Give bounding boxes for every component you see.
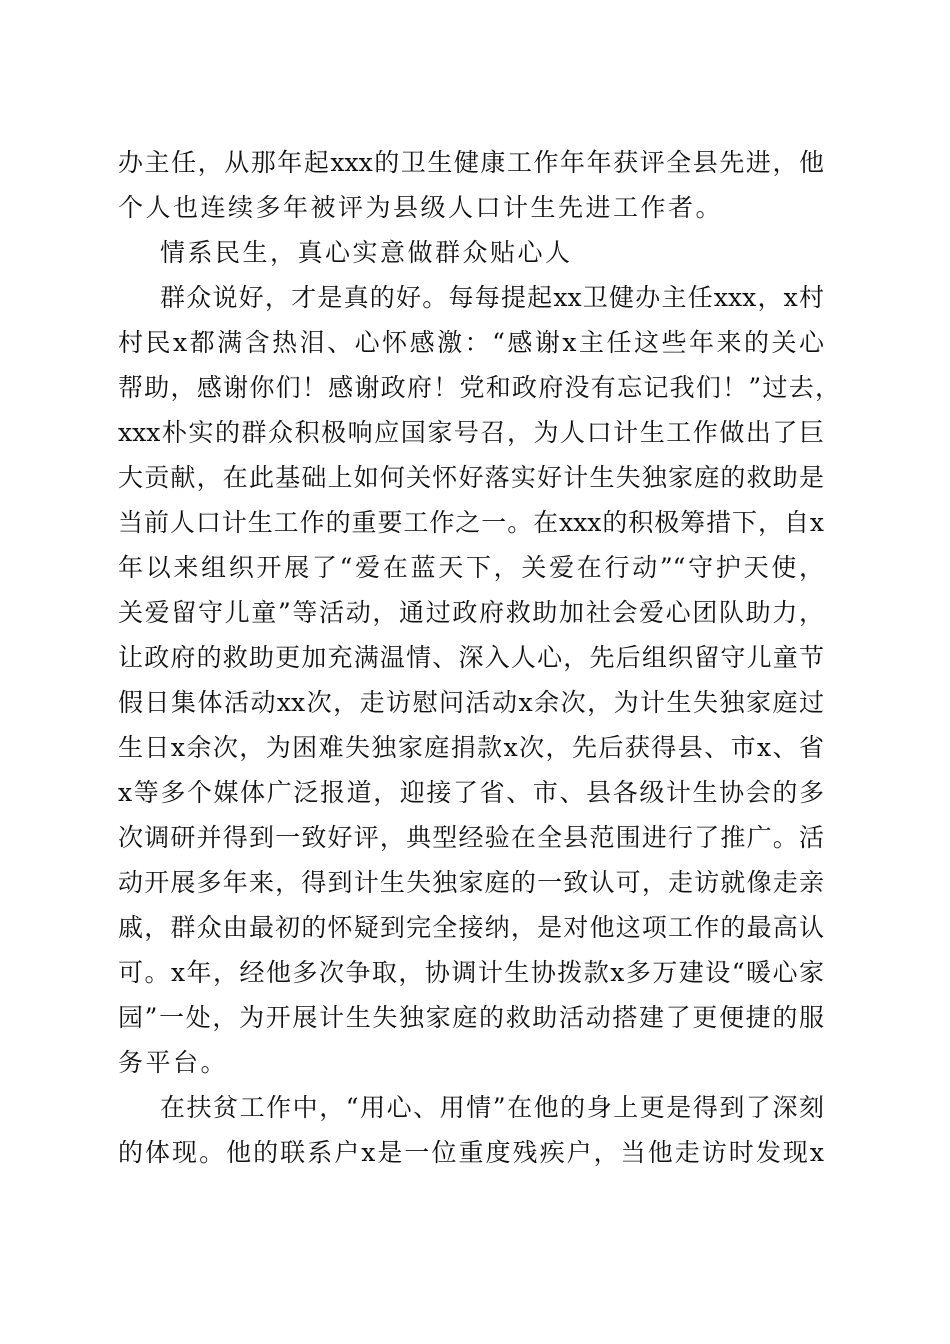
body-text-line: 村民x都满含热泪、心怀感激：“感谢x主任这些年来的关心 bbox=[118, 328, 824, 357]
body-text-line: 的体现。他的联系户x是一位重度残疾户，当他走访时发现x bbox=[118, 1138, 824, 1167]
body-text-line: 务平台。 bbox=[118, 1048, 229, 1077]
body-text-line: 在扶贫工作中，“用心、用情”在他的身上更是得到了深刻 bbox=[160, 1093, 824, 1122]
body-text-line: 园”一处，为开展计生失独家庭的救助活动搭建了更便捷的服 bbox=[118, 1003, 824, 1032]
body-text-line: 关爱留守儿童”等活动，通过政府救助加社会爱心团队助力， bbox=[118, 598, 824, 627]
body-text-line: 动开展多年来，得到计生失独家庭的一致认可，走访就像走亲 bbox=[118, 868, 824, 897]
body-text-line: 次调研并得到一致好评，典型经验在全县范围进行了推广。活 bbox=[118, 823, 824, 852]
body-text-line: x等多个媒体广泛报道，迎接了省、市、县各级计生协会的多 bbox=[118, 778, 824, 807]
body-text-line: 群众说好，才是真的好。每每提起xx卫健办主任xxx，x村 bbox=[160, 283, 824, 312]
body-text-line: xxx朴实的群众积极响应国家号召，为人口计生工作做出了巨 bbox=[118, 418, 824, 447]
body-text-line: 可。x年，经他多次争取，协调计生协拨款x多万建设“暖心家 bbox=[118, 958, 824, 987]
body-text-line: 生日x余次，为困难失独家庭捐款x次，先后获得县、市x、省 bbox=[118, 733, 824, 762]
section-heading: 情系民生，真心实意做群众贴心人 bbox=[160, 238, 573, 267]
body-text-line: 假日集体活动xx次，走访慰问活动x余次，为计生失独家庭过 bbox=[118, 688, 824, 717]
body-text-line: 帮助，感谢你们！感谢政府！党和政府没有忘记我们！”过去， bbox=[118, 373, 840, 402]
body-text-line: 大贡献，在此基础上如何关怀好落实好计生失独家庭的救助是 bbox=[118, 463, 824, 492]
body-text-line: 办主任，从那年起xxx的卫生健康工作年年获评全县先进，他 bbox=[118, 148, 824, 177]
body-text-line: 当前人口计生工作的重要工作之一。在xxx的积极筹措下，自x bbox=[118, 508, 824, 537]
body-text-line: 戚，群众由最初的怀疑到完全接纳，是对他这项工作的最高认 bbox=[118, 913, 824, 942]
body-text-line: 让政府的救助更加充满温情、深入人心，先后组织留守儿童节 bbox=[118, 643, 824, 672]
body-text-line: 年以来组织开展了“爱在蓝天下，关爱在行动”“守护天使， bbox=[118, 553, 824, 582]
body-text-line: 个人也连续多年被评为县级人口计生先进工作者。 bbox=[118, 193, 724, 222]
